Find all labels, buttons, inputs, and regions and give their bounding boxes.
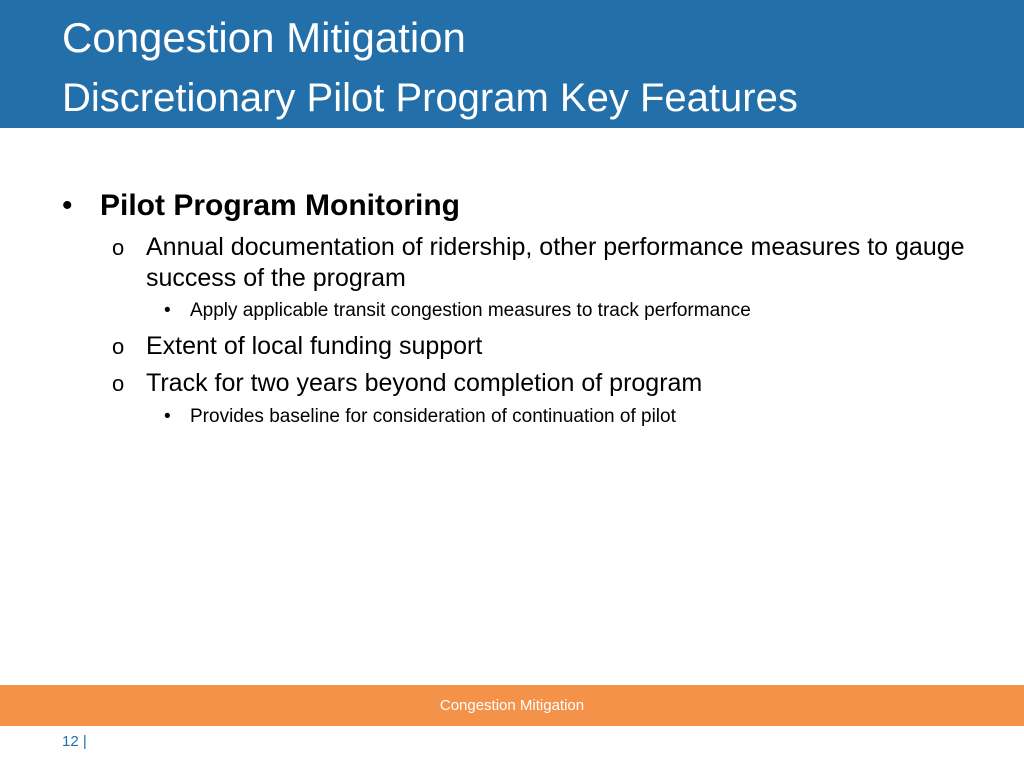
bullet-heading-text: Pilot Program Monitoring <box>100 189 460 222</box>
footer-label: Congestion Mitigation <box>439 697 585 714</box>
slide-title: Congestion Mitigation <box>62 14 466 61</box>
bullet-dot-icon: • <box>164 300 171 321</box>
page-number: 12 | <box>62 733 87 750</box>
footer-band <box>0 685 1024 726</box>
sub-list-item-text: Provides baseline for consideration of continuation of pilot <box>190 406 676 427</box>
list-item-text: Extent of local funding support <box>146 332 483 360</box>
circle-bullet-icon: o <box>112 235 125 260</box>
list-item-text: Annual documentation of ridership, other performance measures to gauge success of the program <box>146 233 965 292</box>
slide-subtitle: Discretionary Pilot Program Key Features <box>62 76 798 120</box>
sub-list-item-text: Apply applicable transit congestion measures to track performance <box>190 300 751 321</box>
circle-bullet-icon: o <box>112 371 125 396</box>
bullet-dot-icon: • <box>164 406 171 427</box>
bullet-dot-icon: • <box>62 189 73 222</box>
circle-bullet-icon: o <box>112 334 125 359</box>
list-item-text: Track for two years beyond completion of program <box>146 369 703 397</box>
